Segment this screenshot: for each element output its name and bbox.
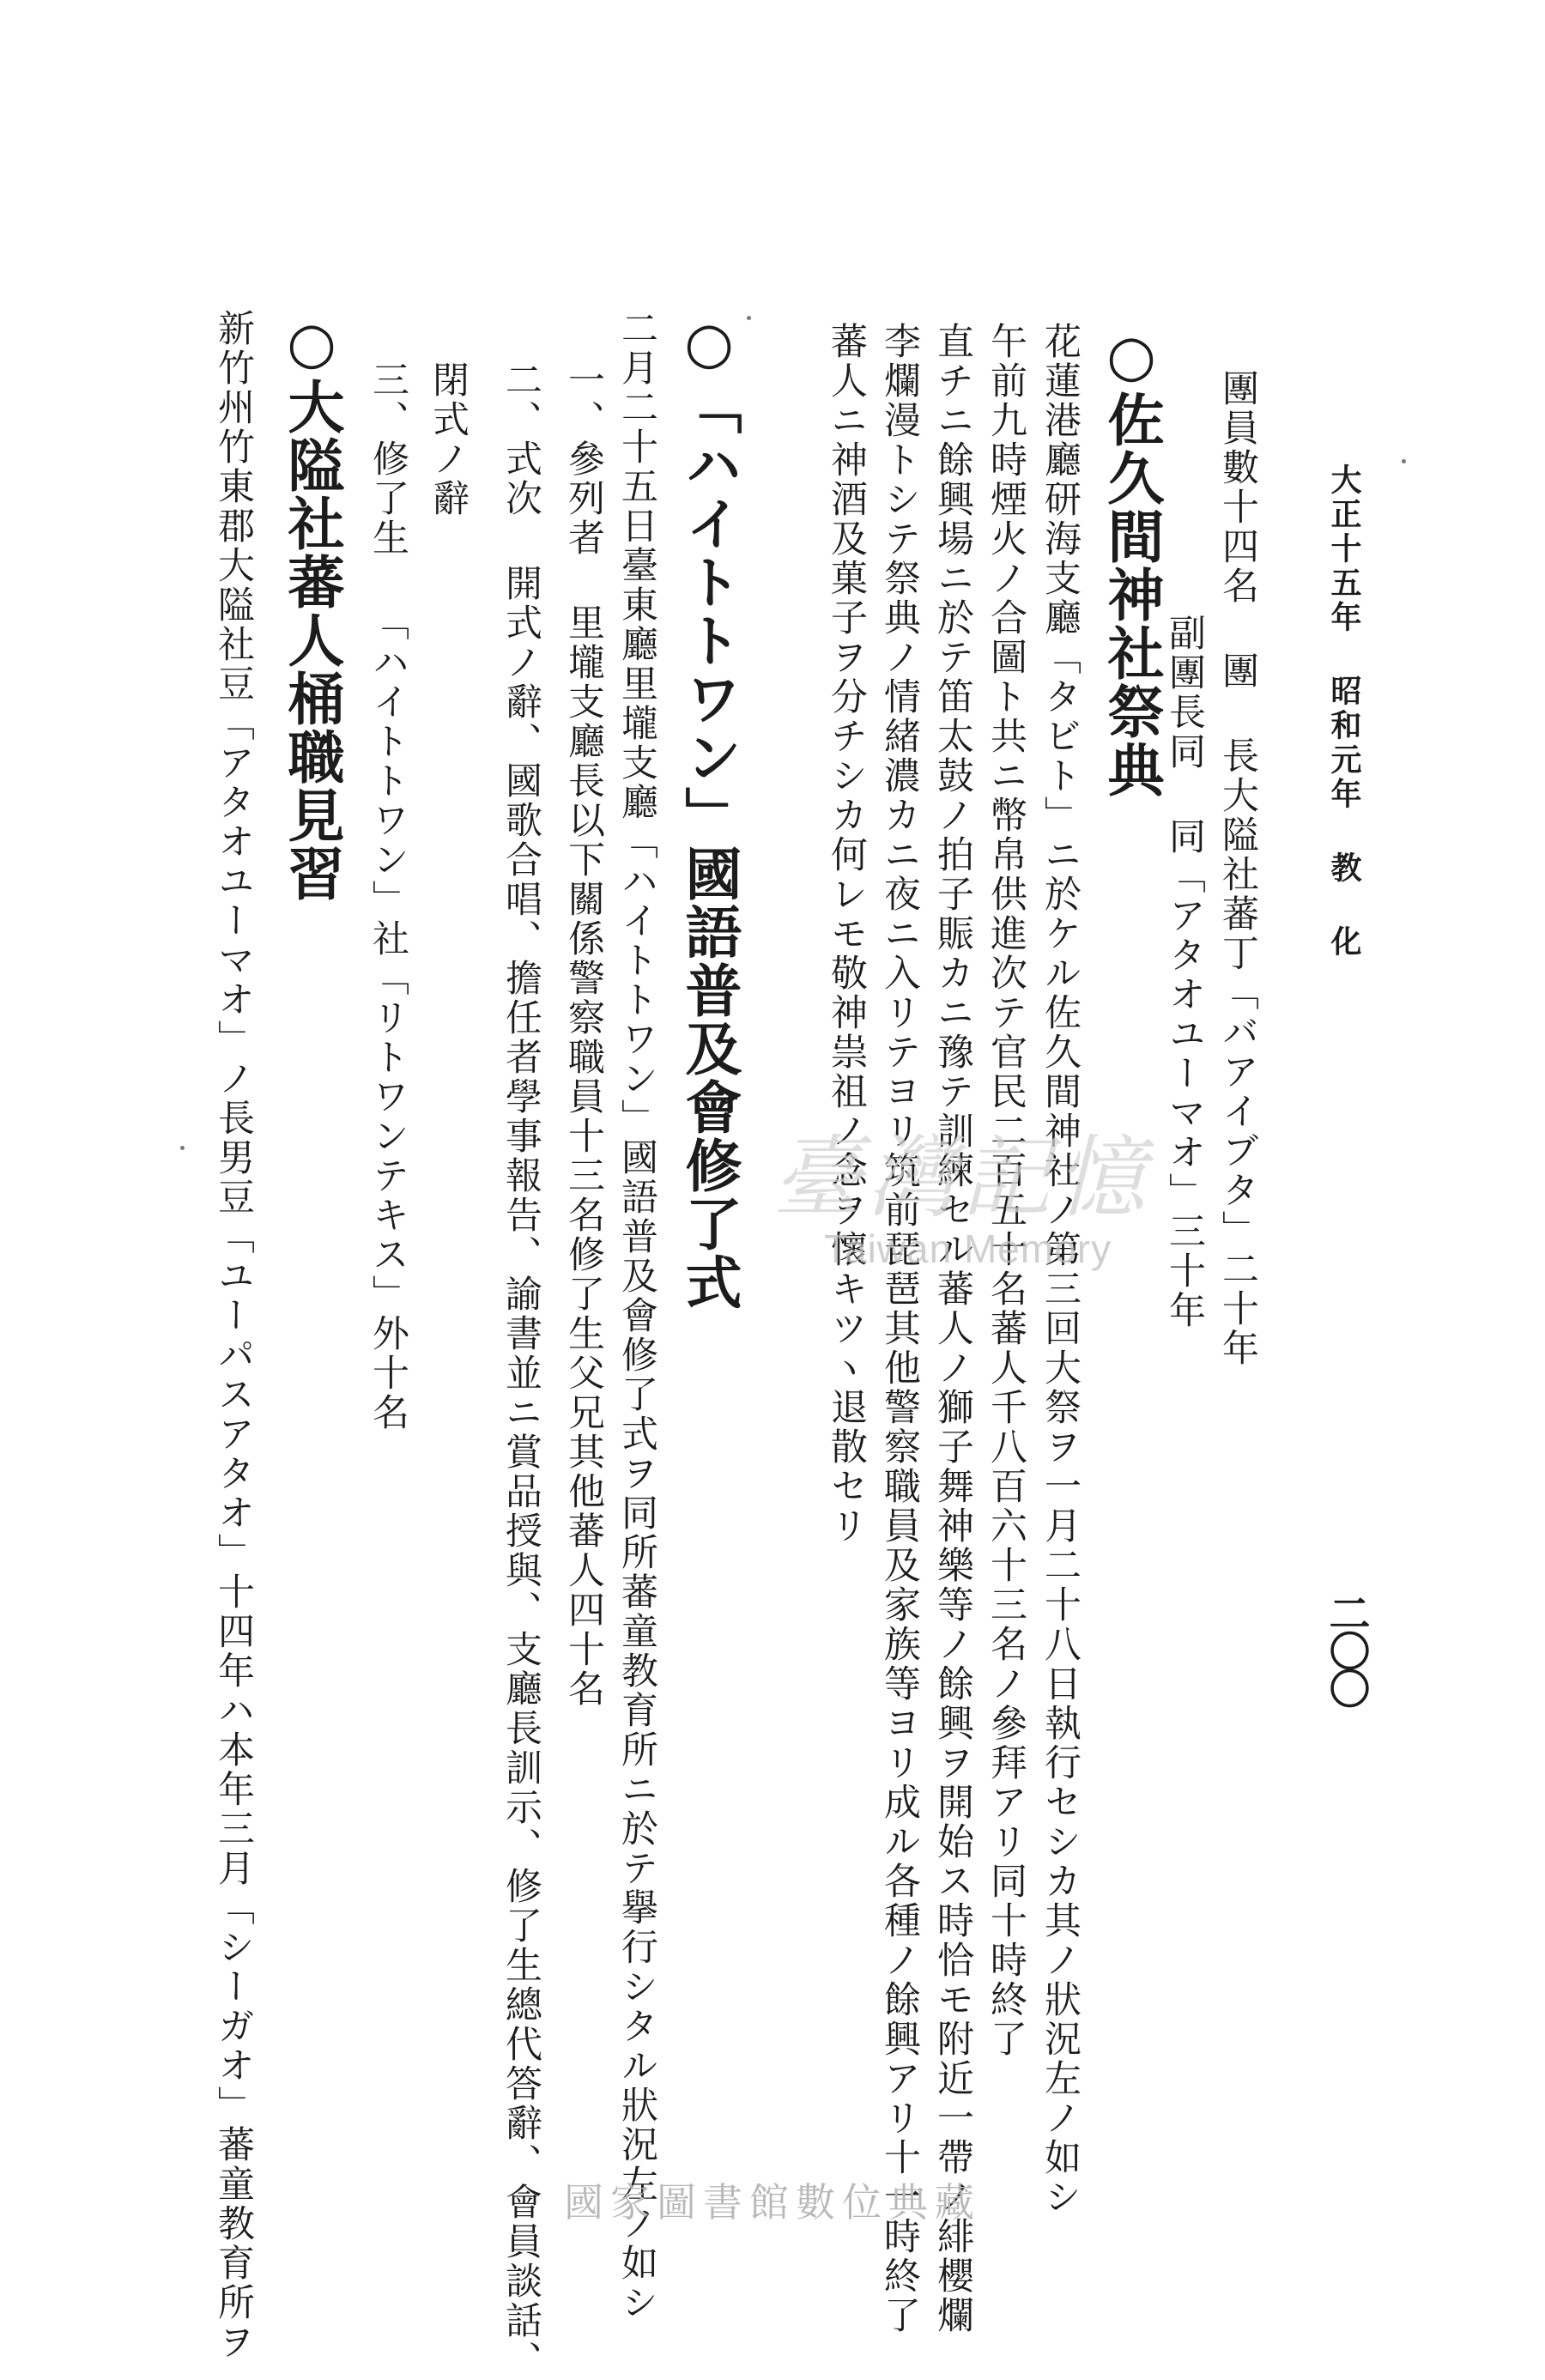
column-8: 蕃人ニ神酒及菓子ヲ分チシカ何レモ敬神祟祖ノ念ヲ懷キツヽ退散セリ <box>825 322 868 1546</box>
scan-speck <box>747 316 751 320</box>
section-heading-haitotowan: ○「ハイトトワン」國語普及會修了式 <box>676 309 742 1311</box>
column-12: 二、式次 開式ノ辭、國歌合唱、擔任者學事報告、諭書並ニ賞品授與、支廳長訓示、修了生總代答辭、會員談話、 <box>500 360 542 2380</box>
running-header: 大正十五年 昭和元年 教 化 <box>1326 463 1362 960</box>
scan-speck <box>1402 459 1406 463</box>
column-1: 團員數十四名 團 長大隘社蕃丁「バアイブタ」二十年 <box>1216 369 1259 1368</box>
footer-caption: 國家圖書館數位典藏 <box>564 2179 981 2226</box>
column-4: 花蓮港廳研海支廳「タビト」ニ於ケル佐久間神社ノ第三回大祭ヲ一月二十八日執行セシカ其ノ狀況左ノ如シ <box>1039 322 1082 2217</box>
section-heading-sakuma-shrine: ○佐久間神社祭典 <box>1098 322 1165 799</box>
page-number: 二〇〇 <box>1322 1592 1370 1705</box>
watermark-subtitle: Taiwan Memory <box>824 1226 1112 1271</box>
column-2: 副團長同 同「アタオユーマオ」三十年 <box>1163 614 1206 1330</box>
scan-speck <box>180 1146 185 1150</box>
column-14: 三、修了生 「ハイトトワン」社「リトワンテキス」外十名 <box>367 360 409 1432</box>
column-5: 午前九時煙火ノ合圖ト共ニ幣帛供進次テ官民二百五十名蕃人千八百六十三名ノ參拜アリ同十時終了 <box>985 322 1027 2059</box>
column-6: 直チニ餘興場ニ於テ笛太鼓ノ拍子賑カニ豫テ訓練セル蕃人ノ獅子舞神樂等ノ餘興ヲ開始ス時恰モ附近一帶ノ緋櫻爛 <box>931 322 974 2335</box>
column-11: 一、參列者 里壠支廳長以下關係警察職員十三名修了生父兄其他蕃人四十名 <box>562 360 605 1709</box>
column-7: 李爛漫トシテ祭典ノ情緒濃カニ夜ニ入リテヨリ筑前琵琶其他警察職員及家族等ヨリ成ル各種ノ餘興アリ十一時終了 <box>878 322 921 2335</box>
section-heading-taiaisha: ○大隘社蕃人桶職見習 <box>278 309 345 903</box>
watermark-text: 臺灣記憶 <box>772 1125 1151 1230</box>
column-16: 新竹州竹東郡大隘社豆「アタオユーマオ」ノ長男豆「ユーパスアタオ」十四年ハ本年三月「シーガオ」蕃童教育所ヲ <box>212 309 255 2362</box>
column-13: 閉式ノ辭 <box>427 360 470 518</box>
column-10: 二月二十五日臺東廳里壠支廳「ハイトトワン」國語普及會修了式ヲ同所蕃童教育所ニ於テ擧行シタル狀況左ノ如シ <box>615 309 658 2322</box>
